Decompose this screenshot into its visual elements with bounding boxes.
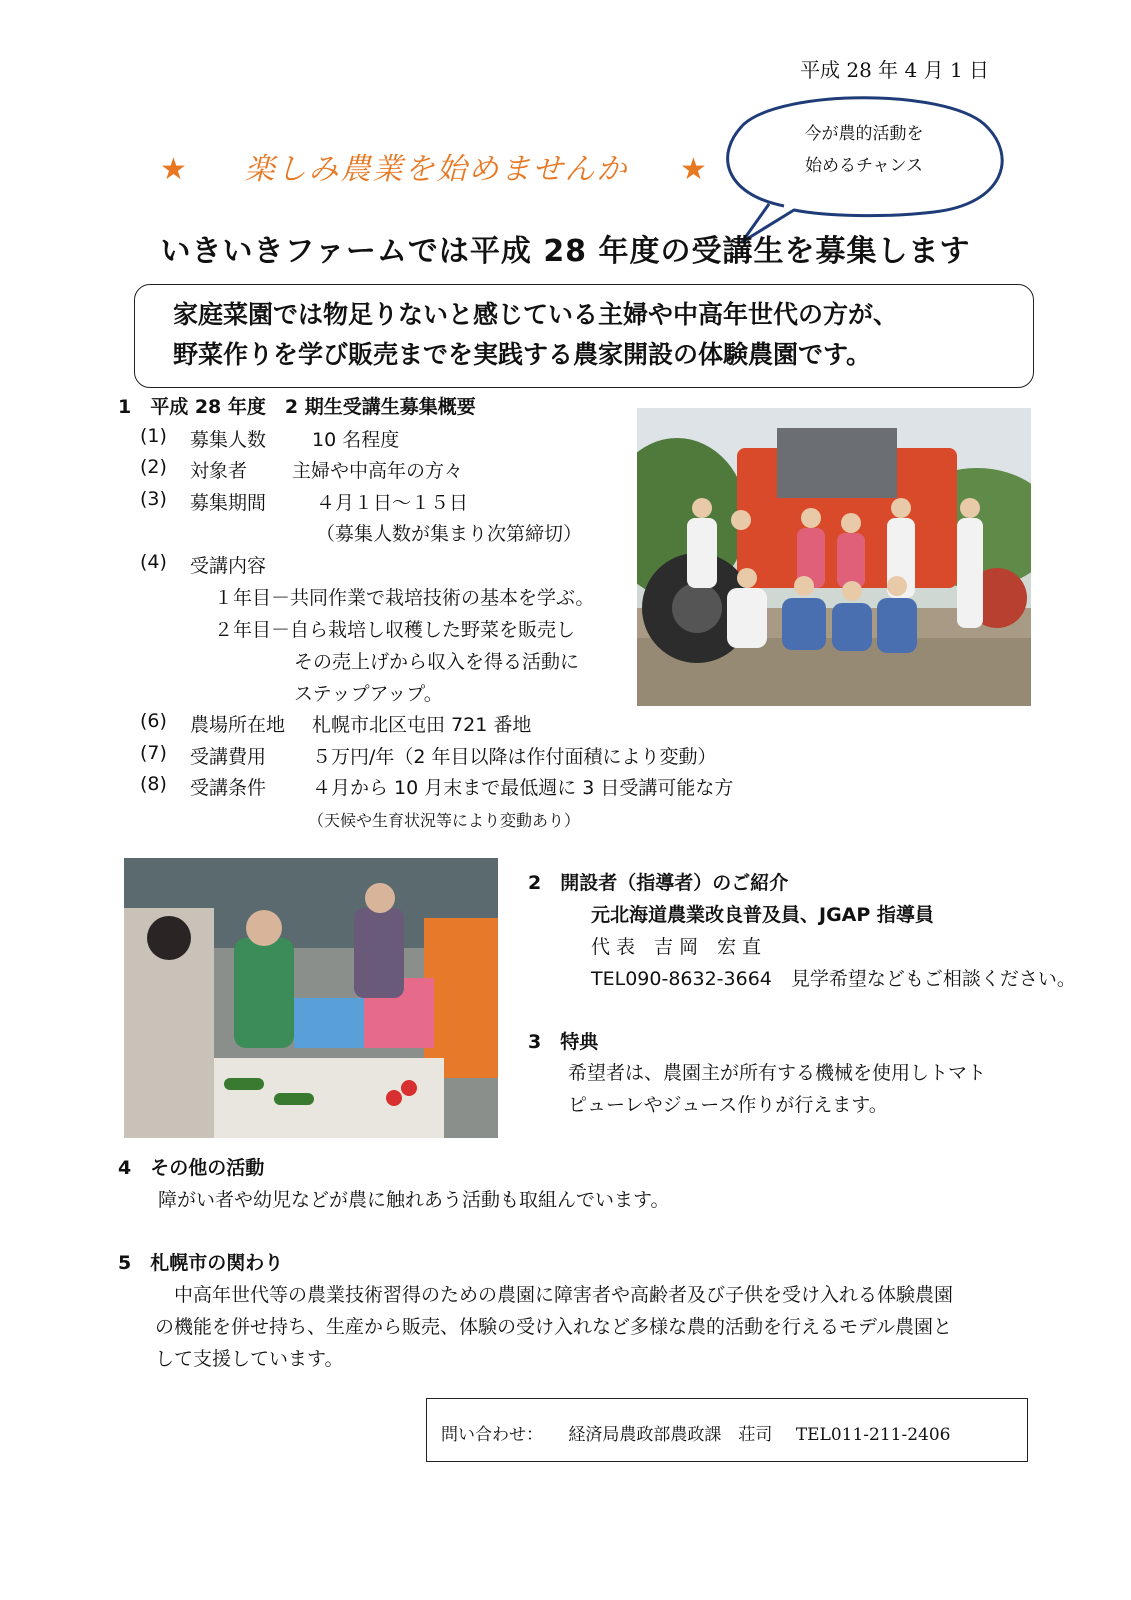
issue-date: 平成 28 年 4 月 1 日 — [800, 58, 990, 82]
instructor-role: 元北海道農業改良普及員、JGAP 指導員 — [591, 904, 934, 926]
contact-box — [426, 1398, 1028, 1462]
section2-heading: 2 開設者（指導者）のご紹介 — [528, 872, 789, 894]
benefit-line-1: 希望者は、農園主が所有する機械を使用しトマト — [568, 1062, 987, 1084]
item-3: (3) 募集期間 ４月１日～１５日 — [140, 488, 469, 514]
intro-line-2: 野菜作りを学び販売までを実践する農家開設の体験農園です。 — [173, 340, 872, 369]
intro-box — [134, 284, 1034, 388]
content-line-3: その売上げから収入を得る活動に — [294, 651, 580, 673]
catchphrase — [160, 144, 709, 188]
contact-dept: 経済局農政部農政課 荘司 — [568, 1425, 773, 1445]
star-left-icon: ★ — [160, 152, 189, 187]
section1-heading: 1 平成 28 年度 2 期生受講生募集概要 — [118, 396, 476, 418]
content-line-1: １年目－共同作業で栽培技術の基本を学ぶ。 — [214, 587, 595, 609]
bubble-text — [754, 118, 974, 182]
bubble-line-2: 始めるチャンス — [805, 156, 923, 176]
group-tractor-photo — [637, 408, 1031, 706]
sapporo-line-3: して支援しています。 — [155, 1348, 344, 1370]
sapporo-line-2: の機能を併せ持ち、生産から販売、体験の受け入れなど多様な農的活動を行えるモデル農園と — [155, 1316, 953, 1338]
condition-note: （天候や生育状況等により変動あり） — [308, 811, 581, 830]
headline: いきいきファームでは平成 28 年度の受講生を募集します — [160, 234, 971, 269]
period-note: （募集人数が集まり次第締切） — [316, 523, 583, 545]
item-8: (8) 受講条件 ４月から 10 月末まで最低週に 3 日受講可能な方 — [140, 773, 734, 799]
item-2: (2) 対象者 主婦や中高年の方々 — [140, 456, 464, 482]
contact-tel: TEL011-211-2406 — [795, 1425, 951, 1445]
bubble-line-1: 今が農的活動を — [804, 124, 924, 144]
section3-heading: 3 特典 — [528, 1031, 599, 1053]
star-right-icon: ★ — [680, 152, 709, 187]
instructor-name: 代 表 吉 岡 宏 直 — [591, 936, 762, 958]
content-line-2: ２年目－自ら栽培し収穫した野菜を販売し — [214, 619, 576, 641]
item-4: (4) 受講内容 — [140, 551, 267, 577]
section4-heading: 4 その他の活動 — [118, 1157, 265, 1179]
vegetable-sorting-photo — [124, 858, 498, 1138]
item-6: (6) 農場所在地 札幌市北区屯田 721 番地 — [140, 710, 532, 736]
intro-line-1: 家庭菜園では物足りないと感じている主婦や中高年世代の方が、 — [173, 300, 899, 329]
catchphrase-text: 楽しみ農業を始めませんか — [244, 152, 629, 187]
item-7: (7) 受講費用 ５万円/年（2 年目以降は作付面積により変動） — [140, 742, 717, 768]
section5-heading: 5 札幌市の関わり — [118, 1252, 284, 1274]
other-activities-text: 障がい者や幼児などが農に触れあう活動も取組んでいます。 — [158, 1189, 670, 1211]
item-1: (1) 募集人数 10 名程度 — [140, 425, 400, 451]
benefit-line-2: ピューレやジュース作りが行えます。 — [568, 1094, 888, 1116]
contact-label: 問い合わせ： — [441, 1425, 543, 1445]
content-line-4: ステップアップ。 — [294, 683, 443, 705]
sapporo-line-1: 中高年世代等の農業技術習得のための農園に障害者や高齢者及び子供を受け入れる体験農園 — [155, 1284, 954, 1306]
instructor-tel: TEL090-8632-3664 見学希望などもご相談ください。 — [591, 968, 1076, 990]
